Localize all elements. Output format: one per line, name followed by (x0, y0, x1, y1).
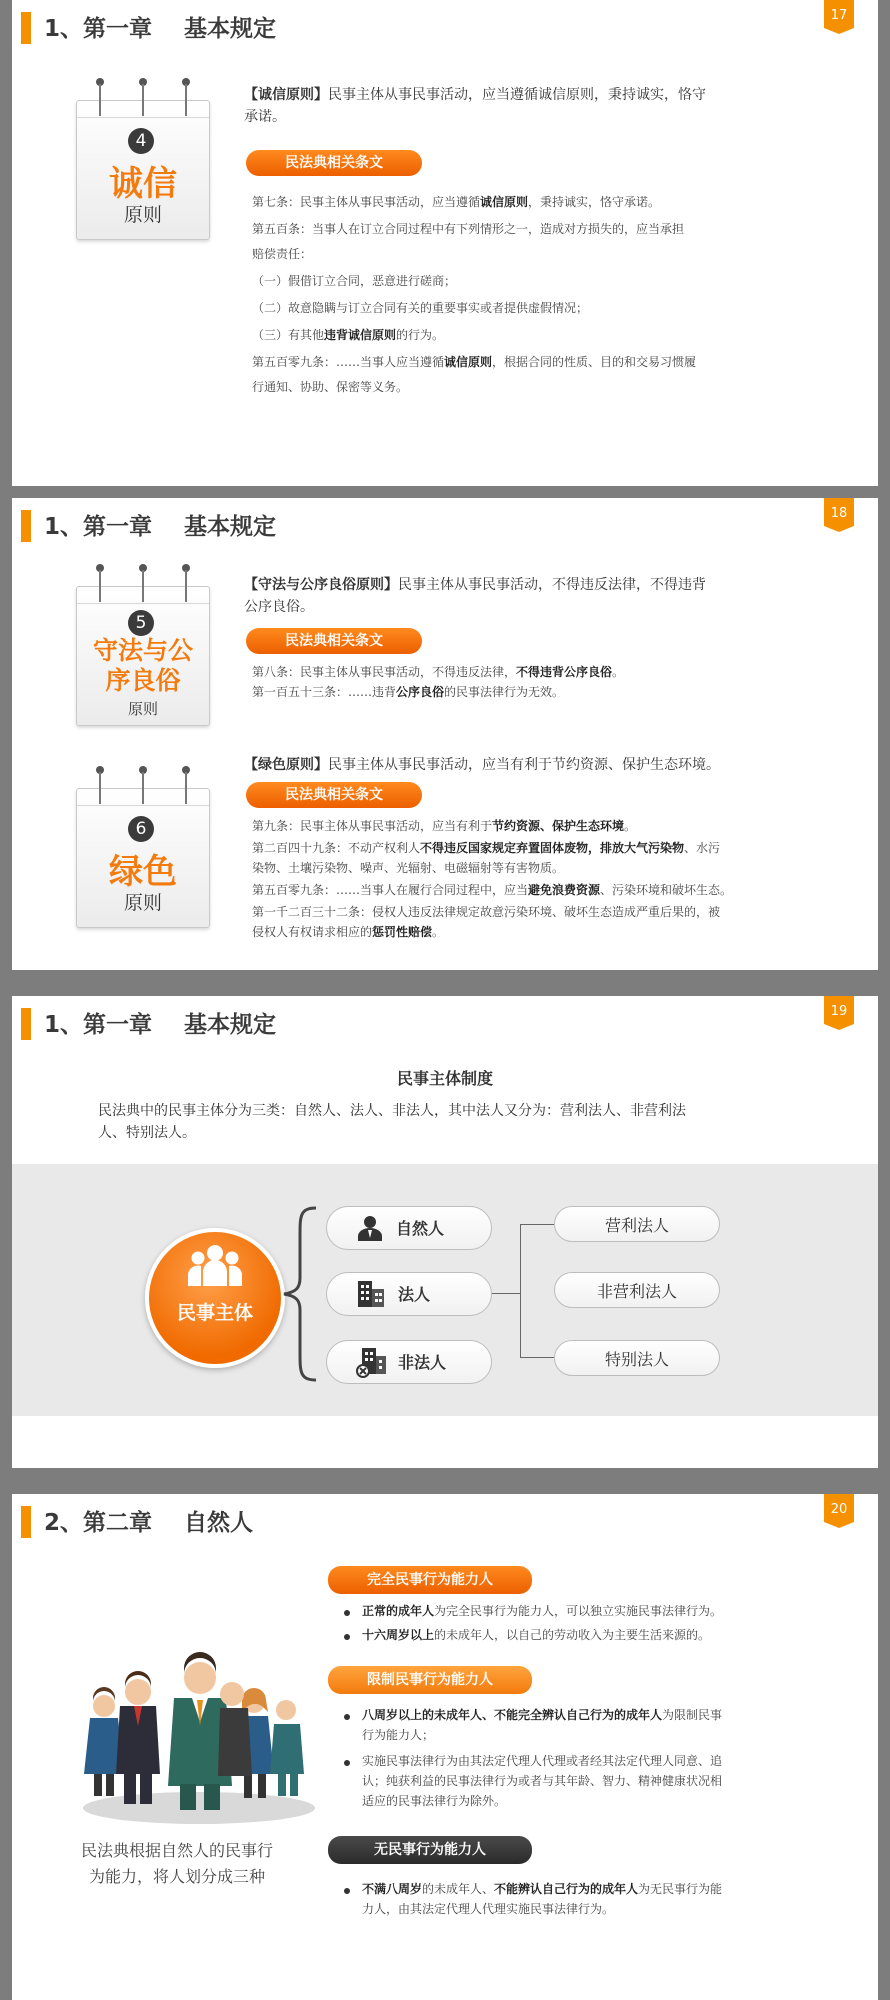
building-x-icon (356, 1346, 388, 1378)
calendar-small-text: 原则 (123, 204, 162, 226)
connector-line (520, 1357, 554, 1358)
people-group-illustration (74, 1606, 324, 1826)
building-icon (356, 1279, 386, 1309)
article-line: 染物、土壤污染物、噪声、光辐射、电磁辐射等有害物质。 (252, 861, 565, 875)
intro-paragraph: 【守法与公序良俗原则】民事主体从事民事活动，不得违反法律，不得违背 公序良俗。 (244, 577, 706, 615)
slide-title: 2、第二章 自然人 (44, 1510, 254, 1536)
article-line: 侵权人有权请求相应的惩罚性赔偿。 (252, 925, 445, 939)
subcategory-label: 营利法人 (604, 1216, 669, 1235)
page-number-badge (824, 0, 854, 34)
calendar-icon (76, 766, 210, 928)
page-number: 20 (830, 1502, 848, 1517)
calendar-big-text: 诚信 (109, 164, 177, 204)
article-list (252, 190, 852, 400)
bullet-text: 十六周岁以上的未成年人，以自己的劳动收入为主要生活来源的。 (362, 1628, 711, 1642)
slide-title: 1、第一章 基本规定 (44, 1012, 277, 1038)
slide-17 (12, 0, 878, 486)
page-number: 17 (830, 8, 848, 23)
calendar-number: 4 (128, 128, 154, 154)
caption: 民法典根据自然人的民事行 为能力，将人划分成三种 (80, 1841, 273, 1886)
bullet-text: 不满八周岁的未成年人、不能辨认自己行为的成年人为无民事行为能 力人，由其法定代理人代理实施民事法律行为。 (362, 1882, 723, 1916)
intro-paragraph: 民法典中的民事主体分为三类：自然人、法人、非法人，其中法人又分为：营利法人、非营利法 人、特别法人。 (98, 1103, 686, 1141)
intro-bracket: 【诚信原则】 (244, 87, 328, 103)
page-number-badge (824, 996, 854, 1030)
law-articles-pill: 民法典相关条文 (246, 782, 422, 808)
section-heading: 民事主体制度 (396, 1069, 493, 1088)
bullet-text: 实施民事法律行为由其法定代理人代理或者经其法定代理人同意、追 认；纯获利益的民事法律行为或者与其年龄、智力、精神健康状况相 适应的民事法律行为除外。 (362, 1754, 723, 1808)
limited-capacity-pill: 限制民事行为能力人 (328, 1666, 532, 1694)
law-articles-pill: 民法典相关条文 (246, 150, 422, 176)
intro-paragraph (244, 84, 844, 128)
page-number: 19 (830, 1004, 848, 1019)
title-accent-bar (21, 12, 31, 44)
slide-title: 1、第一章 基本规定 (44, 514, 277, 540)
subcategory-label: 特别法人 (604, 1350, 669, 1369)
article-line: 第七条：民事主体从事民事活动，应当遵循诚信原则，秉持诚实，恪守承诺。 (252, 195, 661, 209)
article-line: 行通知、协助、保密等义务。 (252, 380, 409, 394)
page-number-badge (824, 498, 854, 532)
calendar-number: 5 (128, 610, 154, 636)
person-icon (356, 1214, 384, 1242)
calendar-big-text: 守法与公 序良俗 (92, 636, 193, 695)
calendar-big-text: 绿色 (109, 852, 177, 892)
calendar-icon (76, 78, 210, 240)
article-line: 第五百条：当事人在订立合同过程中有下列情形之一，造成对方损失的，应当承担 (252, 222, 685, 236)
connector-line (520, 1224, 554, 1225)
no-capacity-pill: 无民事行为能力人 (328, 1836, 532, 1864)
bullet (344, 1888, 350, 1894)
article-list (252, 816, 862, 942)
brace-connector (280, 1206, 320, 1382)
slide-20 (12, 1494, 878, 2000)
law-articles-pill: 民法典相关条文 (246, 628, 422, 654)
page-number: 18 (830, 506, 848, 521)
connector-line (520, 1224, 521, 1358)
bullet (344, 1714, 350, 1720)
calendar-small-text: 原则 (123, 892, 162, 914)
full-capacity-pill: 完全民事行为能力人 (328, 1566, 532, 1594)
article-line: 第九条：民事主体从事民事活动，应当有利于节约资源、保护生态环境。 (252, 819, 637, 833)
article-line: 第八条：民事主体从事民事活动，不得违反法律，不得违背公序良俗。 (252, 665, 625, 679)
article-line: （三）有其他违背诚信原则的行为。 (252, 328, 445, 342)
article-line: 第一百五十三条：……违背公序良俗的民事法律行为无效。 (252, 685, 565, 699)
slide-18 (12, 498, 878, 970)
intro-line-1: 民事主体从事民事活动，应当遵循诚信原则，秉持诚实，恪守 (328, 87, 706, 103)
connector-line (492, 1293, 520, 1294)
bullet-text: 正常的成年人为完全民事行为能力人，可以独立实施民事法律行为。 (362, 1604, 723, 1618)
category-label: 非法人 (398, 1353, 447, 1372)
article-line: 第一千二百三十二条：侵权人违反法律规定故意污染环境、破坏生态造成严重后果的，被 (252, 905, 721, 919)
category-label: 法人 (398, 1285, 431, 1304)
slide-19 (12, 996, 878, 1468)
intro-paragraph: 【绿色原则】民事主体从事民事活动，应当有利于节约资源、保护生态环境。 (244, 757, 720, 773)
bullet-text: 八周岁以上的未成年人、不能完全辨认自己行为的成年人为限制民事 行为能力人； (362, 1708, 723, 1742)
bullet (344, 1610, 350, 1616)
calendar-icon (76, 564, 210, 726)
article-line: 赔偿责任： (252, 247, 313, 261)
title-accent-bar (21, 1506, 31, 1538)
calendar-number: 6 (128, 816, 154, 842)
slide-title: 1、第一章 基本规定 (44, 16, 277, 42)
bullet (344, 1760, 350, 1766)
page-number-badge (824, 1494, 854, 1528)
article-line: （一）假借订立合同，恶意进行磋商； (252, 274, 457, 288)
category-label: 自然人 (396, 1219, 445, 1238)
subcategory-label: 非营利法人 (596, 1282, 677, 1301)
title-accent-bar (21, 1008, 31, 1040)
calendar-small-text: 原则 (127, 700, 158, 718)
article-line: 第五百零九条：……当事人应当遵循诚信原则，根据合同的性质、目的和交易习惯履 (252, 355, 697, 369)
group-people-icon (187, 1244, 243, 1288)
title-accent-bar (21, 510, 31, 542)
article-line: 第二百四十九条：不动产权利人不得违反国家规定弃置固体废物，排放大气污染物、水污 (252, 841, 721, 855)
article-line: 第五百零九条：……当事人在履行合同过程中，应当避免浪费资源、污染环境和破坏生态。 (252, 883, 733, 897)
article-list (252, 662, 852, 702)
center-label: 民事主体 (176, 1302, 253, 1324)
bullet (344, 1634, 350, 1640)
article-line: （二）故意隐瞒与订立合同有关的重要事实或者提供虚假情况； (252, 301, 589, 315)
intro-line-2: 承诺。 (244, 109, 286, 125)
